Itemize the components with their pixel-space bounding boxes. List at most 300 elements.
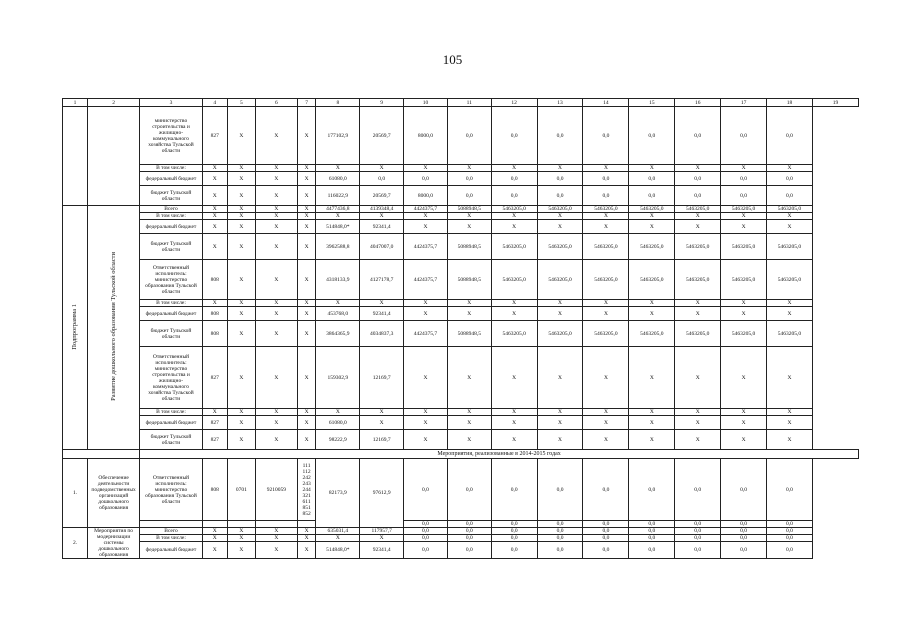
value-cell: X [297,165,316,172]
table-row [63,300,859,307]
row-label: Всего [140,206,203,213]
row-label: В том числе: [140,409,203,416]
empty-cell [88,107,140,206]
value-cell: 0,0 [537,521,583,528]
value-cell: 3864365,9 [316,321,360,347]
value-cell: 0701 [227,459,255,521]
value-cell: 5463205,0 [675,260,721,300]
value-cell: X [491,409,537,416]
value-cell: 12169,7 [360,430,404,450]
value-cell: 92341,4 [360,307,404,321]
value-cell: X [447,347,491,409]
value-cell: X [202,234,227,260]
value-cell: 514848,0* [316,220,360,234]
value-cell: X [255,321,297,347]
value-cell: X [447,416,491,430]
value-cell: 5463205,0 [491,321,537,347]
value-cell: 5463205,0 [537,321,583,347]
value-cell: X [537,409,583,416]
item-number: 2. [63,528,88,559]
value-cell: X [491,416,537,430]
value-cell: X [447,409,491,416]
row-label: бюджет Тульской области [140,186,203,206]
table-row [63,107,859,165]
column-header: 15 [629,99,675,107]
subprogram-title-text: Развитие дошкольного образования Тульской области [109,252,117,401]
value-cell: X [583,409,629,416]
value-cell: 12169,7 [360,347,404,409]
value-cell: 5463205,0 [629,234,675,260]
value-cell: X [227,206,255,213]
table-row [63,213,859,220]
value-cell: X [297,220,316,234]
value-cell: 0,0 [491,521,537,528]
column-header: 6 [255,99,297,107]
value-cell: X [255,107,297,165]
table-row [63,260,859,300]
value-cell: X [360,300,404,307]
value-cell: X [255,347,297,409]
value-cell: 5088948,5 [447,321,491,347]
value-cell: 0,0 [404,521,448,528]
column-header: 10 [404,99,448,107]
value-cell: X [227,409,255,416]
value-cell: X [629,165,675,172]
value-cell: 97612,9 [360,459,404,528]
value-cell: X [255,416,297,430]
value-cell: X [297,528,316,535]
value-cell [297,521,316,528]
value-cell: X [227,542,255,559]
value-cell: 92341,4 [360,542,404,559]
value-cell: X [629,416,675,430]
subprogram-title [88,206,140,450]
value-cell: X [721,220,767,234]
value-cell: X [202,206,227,213]
value-cell: X [767,307,813,321]
value-cell: X [297,300,316,307]
row-label: федеральный бюджет [140,307,203,321]
value-cell: 0,0 [767,107,813,165]
value-cell: X [297,213,316,220]
table-row [63,542,859,559]
empty-cell [63,450,140,459]
table-row [63,220,859,234]
value-cell: 0,0 [537,186,583,206]
value-cell: X [316,535,360,542]
value-cell: X [537,213,583,220]
value-cell: X [255,300,297,307]
value-cell: 0,0 [721,521,767,528]
table-row [63,99,859,107]
value-cell: X [202,409,227,416]
value-cell: 3962588,8 [316,234,360,260]
value-cell: X [583,416,629,430]
value-cell: X [675,165,721,172]
value-cell: X [721,430,767,450]
value-cell: 116022,9 [316,186,360,206]
column-header: 3 [140,99,203,107]
value-cell: 0,0 [583,535,629,542]
value-cell: 5463205,0 [767,206,813,213]
value-cell: X [629,409,675,416]
value-cell: 5463205,0 [629,206,675,213]
value-cell: X [767,430,813,450]
value-cell: 0,0 [629,528,675,535]
column-header: 12 [491,99,537,107]
item-number: 1. [63,459,88,528]
value-cell: X [255,535,297,542]
item-name: Обеспечение деятельности подведомственных организаций дошкольного образования [88,459,140,528]
value-cell: X [297,430,316,450]
table-row [63,347,859,409]
value-cell: 0,0 [447,186,491,206]
value-cell: 0,0 [537,107,583,165]
value-cell: 0,0 [447,107,491,165]
value-cell: X [721,347,767,409]
value-cell: X [721,165,767,172]
value-cell: X [404,430,448,450]
value-cell: 5463205,0 [675,234,721,260]
value-cell: X [404,416,448,430]
value-cell: X [404,165,448,172]
value-cell: X [255,260,297,300]
value-cell: X [255,165,297,172]
value-cell: 4127178,7 [360,260,404,300]
value-cell: X [360,213,404,220]
value-cell: X [227,107,255,165]
value-cell: X [297,107,316,165]
value-cell: 5088948,5 [447,260,491,300]
value-cell: 0,0 [404,459,448,521]
table-row [63,450,859,459]
value-cell: X [721,213,767,220]
column-header: 18 [767,99,813,107]
column-header: 8 [316,99,360,107]
value-cell: X [202,172,227,186]
value-cell: 5463205,0 [629,260,675,300]
value-cell: X [404,300,448,307]
value-cell: 453768,0 [316,307,360,321]
value-cell: 4424375,7 [404,321,448,347]
row-label: федеральный бюджет [140,172,203,186]
value-cell: X [447,220,491,234]
value-cell: X [767,409,813,416]
value-cell: X [227,300,255,307]
value-cell: X [227,307,255,321]
value-cell: 0,0 [767,528,813,535]
value-cell: X [360,165,404,172]
value-cell: X [767,300,813,307]
value-cell: X [297,321,316,347]
value-cell: X [404,220,448,234]
column-header: 13 [537,99,583,107]
column-header: 4 [202,99,227,107]
value-cell: X [583,165,629,172]
value-cell: 0,0 [721,459,767,521]
value-cell: X [583,430,629,450]
value-cell: X [316,300,360,307]
value-cell: X [675,430,721,450]
value-cell: X [491,213,537,220]
value-cell: 4424375,7 [404,234,448,260]
table-row [63,165,859,172]
value-cell: 808 [202,321,227,347]
value-cell: X [297,307,316,321]
value-cell: 5463205,0 [583,321,629,347]
value-cell: 0,0 [491,535,537,542]
value-cell: X [227,260,255,300]
value-cell: X [675,300,721,307]
value-cell: X [629,430,675,450]
value-cell [255,521,297,528]
value-cell: 111 112 242 243 244 321 611 851 852 [297,459,316,521]
value-cell: 0,0 [537,459,583,521]
value-cell: X [537,430,583,450]
value-cell: X [675,347,721,409]
value-cell: X [360,409,404,416]
value-cell: 0,0 [404,172,448,186]
value-cell: X [537,220,583,234]
value-cell: X [629,213,675,220]
value-cell: X [297,234,316,260]
value-cell: 159302,9 [316,347,360,409]
value-cell: 0,0 [404,535,448,542]
column-header: 16 [675,99,721,107]
value-cell: X [583,220,629,234]
value-cell: 5463205,0 [537,260,583,300]
column-header: 9 [360,99,404,107]
table-row [63,186,859,206]
value-cell: X [447,430,491,450]
value-cell: X [404,409,448,416]
value-cell: 0,0 [404,542,448,559]
value-cell: 98222,9 [316,430,360,450]
value-cell: 5088948,5 [447,206,491,213]
value-cell: X [675,409,721,416]
value-cell: 4047007,0 [360,234,404,260]
row-label: федеральный бюджет [140,220,203,234]
value-cell: X [202,300,227,307]
row-label: Всего [140,528,203,535]
value-cell: 0,0 [675,528,721,535]
value-cell: 827 [202,107,227,165]
page-number: 105 [442,52,463,67]
value-cell: 4318133,9 [316,260,360,300]
value-cell: X [316,213,360,220]
value-cell: 4424375,7 [404,260,448,300]
value-cell: X [297,542,316,559]
value-cell: 5463205,0 [767,260,813,300]
value-cell: 5463205,0 [583,234,629,260]
value-cell: X [227,347,255,409]
value-cell: X [227,220,255,234]
value-cell: 5463205,0 [537,234,583,260]
value-cell: X [491,220,537,234]
value-cell: 4139348,4 [360,206,404,213]
value-cell: 0,0 [675,459,721,521]
column-header: 14 [583,99,629,107]
value-cell: 0,0 [721,528,767,535]
value-cell: X [202,542,227,559]
value-cell: 5463205,0 [583,260,629,300]
value-cell: X [227,416,255,430]
value-cell: 0,0 [767,535,813,542]
value-cell: X [297,186,316,206]
value-cell: X [297,409,316,416]
table-row [63,172,859,186]
row-label: бюджет Тульской области [140,430,203,450]
value-cell: 0,0 [447,172,491,186]
table-row [63,459,859,521]
value-cell: 0,0 [491,459,537,521]
row-label: бюджет Тульской области [140,321,203,347]
column-header: 1 [63,99,88,107]
value-cell: 0,0 [491,172,537,186]
value-cell: 0,0 [491,528,537,535]
value-cell: 0,0 [629,542,675,559]
value-cell: X [767,416,813,430]
value-cell: 5463205,0 [491,234,537,260]
value-cell: X [767,220,813,234]
value-cell: X [360,535,404,542]
table-row [63,430,859,450]
value-cell: 8000,0 [404,107,448,165]
value-cell: X [297,416,316,430]
value-cell: X [255,528,297,535]
value-cell: 5463205,0 [721,206,767,213]
value-cell: 0,0 [675,172,721,186]
value-cell: X [227,321,255,347]
value-cell: 0,0 [491,107,537,165]
value-cell: 5463205,0 [721,260,767,300]
value-cell: 177102,9 [316,107,360,165]
value-cell: X [629,347,675,409]
value-cell: X [491,165,537,172]
value-cell: 5463205,0 [583,206,629,213]
row-label: В том числе: [140,300,203,307]
table-row [63,206,859,213]
value-cell: X [255,206,297,213]
value-cell: X [537,165,583,172]
row-label: федеральный бюджет [140,416,203,430]
value-cell: 5088948,5 [447,234,491,260]
row-label: бюджет Тульской области [140,234,203,260]
row-label: В том числе: [140,213,203,220]
value-cell: X [491,300,537,307]
row-label: министерство строительства и жилищно-коммунального хозяйства Тульской области [140,107,203,165]
value-cell: 0,0 [675,535,721,542]
value-cell: 0,0 [721,186,767,206]
value-cell: X [767,347,813,409]
column-header: 2 [88,99,140,107]
value-cell: X [202,213,227,220]
value-cell: 0,0 [491,186,537,206]
value-cell: 5463205,0 [537,206,583,213]
value-cell: 0,0 [583,186,629,206]
value-cell: 61080,0 [316,172,360,186]
value-cell: 0,0 [537,535,583,542]
value-cell: 5463205,0 [721,234,767,260]
value-cell: 4034837,3 [360,321,404,347]
value-cell: 0,0 [447,528,491,535]
value-cell: X [227,528,255,535]
value-cell: 0,0 [721,535,767,542]
value-cell: X [583,307,629,321]
value-cell: X [255,172,297,186]
value-cell: X [316,409,360,416]
column-header: 11 [447,99,491,107]
empty-cell [63,107,88,206]
section-title: Мероприятия, реализованные в 2014-2015 годах [140,450,859,459]
value-cell: X [447,165,491,172]
value-cell: X [255,409,297,416]
value-cell: 4477436,8 [316,206,360,213]
table-row [63,234,859,260]
value-cell: 0,0 [583,172,629,186]
row-label: В том числе: [140,535,203,542]
value-cell: X [255,186,297,206]
value-cell: X [491,430,537,450]
value-cell: X [202,528,227,535]
value-cell: 0,0 [537,528,583,535]
value-cell: X [447,213,491,220]
subprogram-label [63,206,88,450]
value-cell: 9210059 [255,459,297,521]
value-cell: X [202,535,227,542]
value-cell: 0,0 [675,542,721,559]
value-cell: X [202,220,227,234]
value-cell: X [227,172,255,186]
value-cell: 20569,7 [360,186,404,206]
value-cell: 4424375,7 [404,206,448,213]
value-cell: 0,0 [447,521,491,528]
value-cell: 0,0 [491,542,537,559]
value-cell: X [675,416,721,430]
value-cell: 827 [202,347,227,409]
value-cell: X [227,430,255,450]
value-cell: X [675,307,721,321]
value-cell: X [537,416,583,430]
value-cell: 0,0 [360,172,404,186]
value-cell: 0,0 [404,528,448,535]
value-cell: X [316,165,360,172]
table-row [63,521,859,528]
value-cell: X [297,347,316,409]
value-cell: X [721,416,767,430]
value-cell: X [537,307,583,321]
column-header: 17 [721,99,767,107]
value-cell: X [447,307,491,321]
value-cell: 0,0 [583,521,629,528]
value-cell: X [227,535,255,542]
value-cell: X [767,213,813,220]
value-cell: 0,0 [675,521,721,528]
row-label: В том числе: [140,165,203,172]
table-row [63,535,859,542]
value-cell: 0,0 [767,521,813,528]
value-cell: 5463205,0 [491,260,537,300]
value-cell: 514848,0* [316,542,360,559]
subprogram-number: Подпрограмма 1 [71,303,79,350]
value-cell: 0,0 [447,459,491,521]
value-cell: 117957,7 [360,528,404,535]
value-cell: X [537,347,583,409]
value-cell: 827 [202,416,227,430]
value-cell: 0,0 [675,186,721,206]
table-row [63,528,859,535]
value-cell: 0,0 [629,172,675,186]
